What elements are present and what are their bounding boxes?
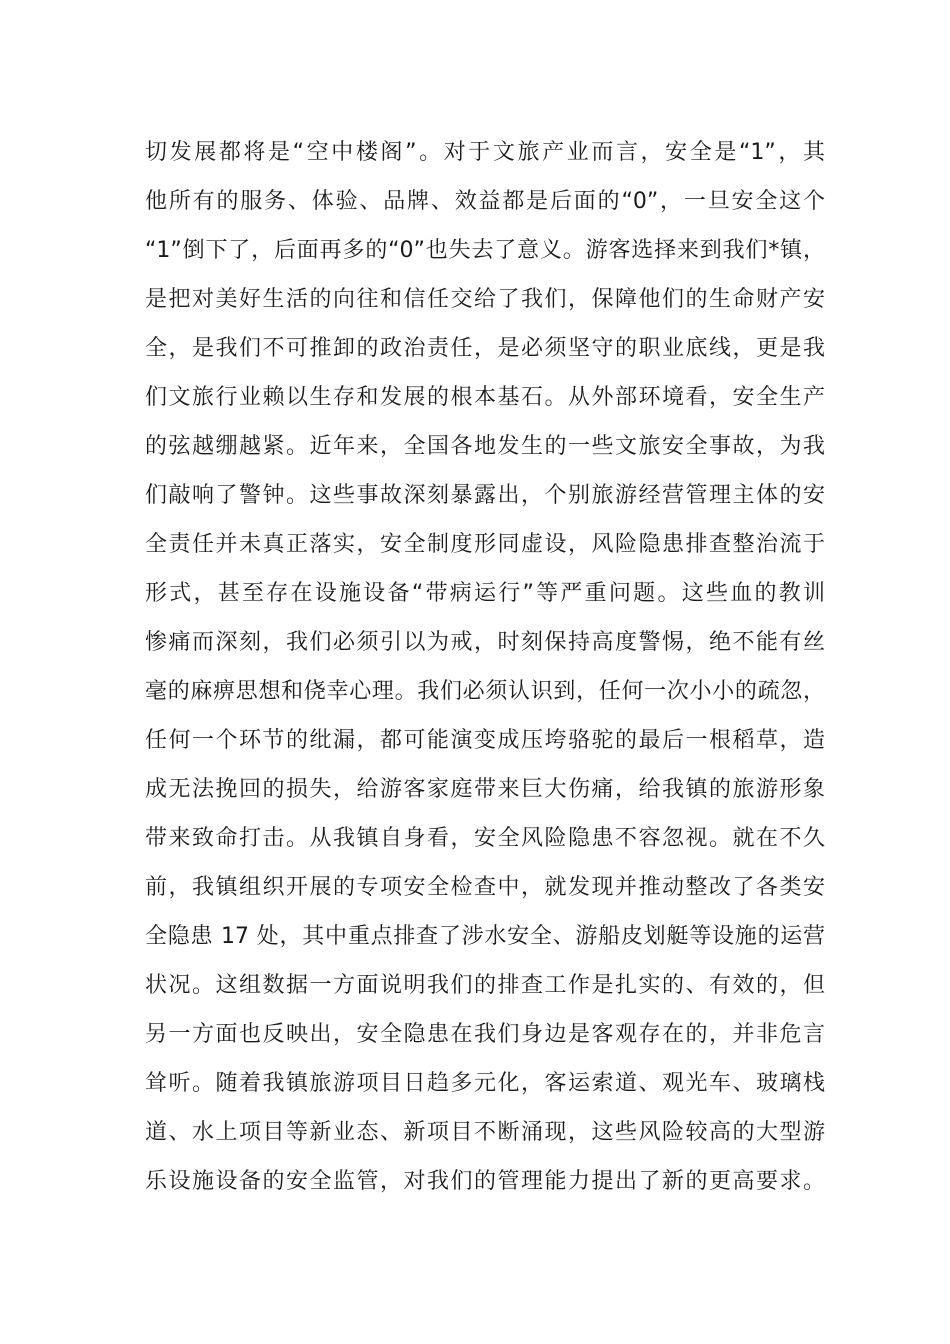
text-line: 耸听。随着我镇旅游项目日趋多元化，客运索道、观光车、玻璃栈 [145,1071,825,1096]
text-line: 全责任并未真正落实，安全制度形同虚设，风险隐患排查整治流于 [145,532,825,557]
text-line: 任何一个环节的纰漏，都可能演变成压垮骆驼的最后一根稻草，造 [145,728,825,753]
text-line: 成无法挽回的损失，给游客家庭带来巨大伤痛，给我镇的旅游形象 [145,777,825,802]
text-line: 道、水上项目等新业态、新项目不断涌现，这些风险较高的大型游 [145,1120,825,1145]
text-line: 们文旅行业赖以生存和发展的根本基石。从外部环境看，安全生产 [145,385,825,410]
text-line: 惨痛而深刻，我们必须引以为戒，时刻保持高度警惕，绝不能有丝 [145,630,825,655]
text-line: 前，我镇组织开展的专项安全检查中，就发现并推动整改了各类安 [145,875,825,900]
text-line: 带来致命打击。从我镇自身看，安全风险隐患不容忽视。就在不久 [145,826,825,851]
text-line: 切发展都将是“空中楼阁”。对于文旅产业而言，安全是“1”，其 [145,140,825,165]
text-line: 乐设施设备的安全监管，对我们的管理能力提出了新的更高要求。 [145,1169,825,1194]
text-line: 全，是我们不可推卸的政治责任，是必须坚守的职业底线，更是我 [145,336,825,361]
text-line: 形式，甚至存在设施设备“带病运行”等严重问题。这些血的教训 [145,581,825,606]
text-line: 的弦越绷越紧。近年来，全国各地发生的一些文旅安全事故，为我 [145,434,825,459]
text-line: 们敲响了警钟。这些事故深刻暴露出，个别旅游经营管理主体的安 [145,483,825,508]
text-line: “1”倒下了，后面再多的“0”也失去了意义。游客选择来到我们*镇， [145,238,825,263]
text-line: 全隐患 17 处，其中重点排查了涉水安全、游船皮划艇等设施的运营 [145,924,825,949]
text-line: 状况。这组数据一方面说明我们的排查工作是扎实的、有效的，但 [145,973,825,998]
text-line: 另一方面也反映出，安全隐患在我们身边是客观存在的，并非危言 [145,1022,825,1047]
paragraph [145,128,825,1206]
text-line: 他所有的服务、体验、品牌、效益都是后面的“0”，一旦安全这个 [145,189,825,214]
text-line: 毫的麻痹思想和侥幸心理。我们必须认识到，任何一次小小的疏忽， [145,679,825,704]
text-line: 是把对美好生活的向往和信任交给了我们，保障他们的生命财产安 [145,287,825,312]
